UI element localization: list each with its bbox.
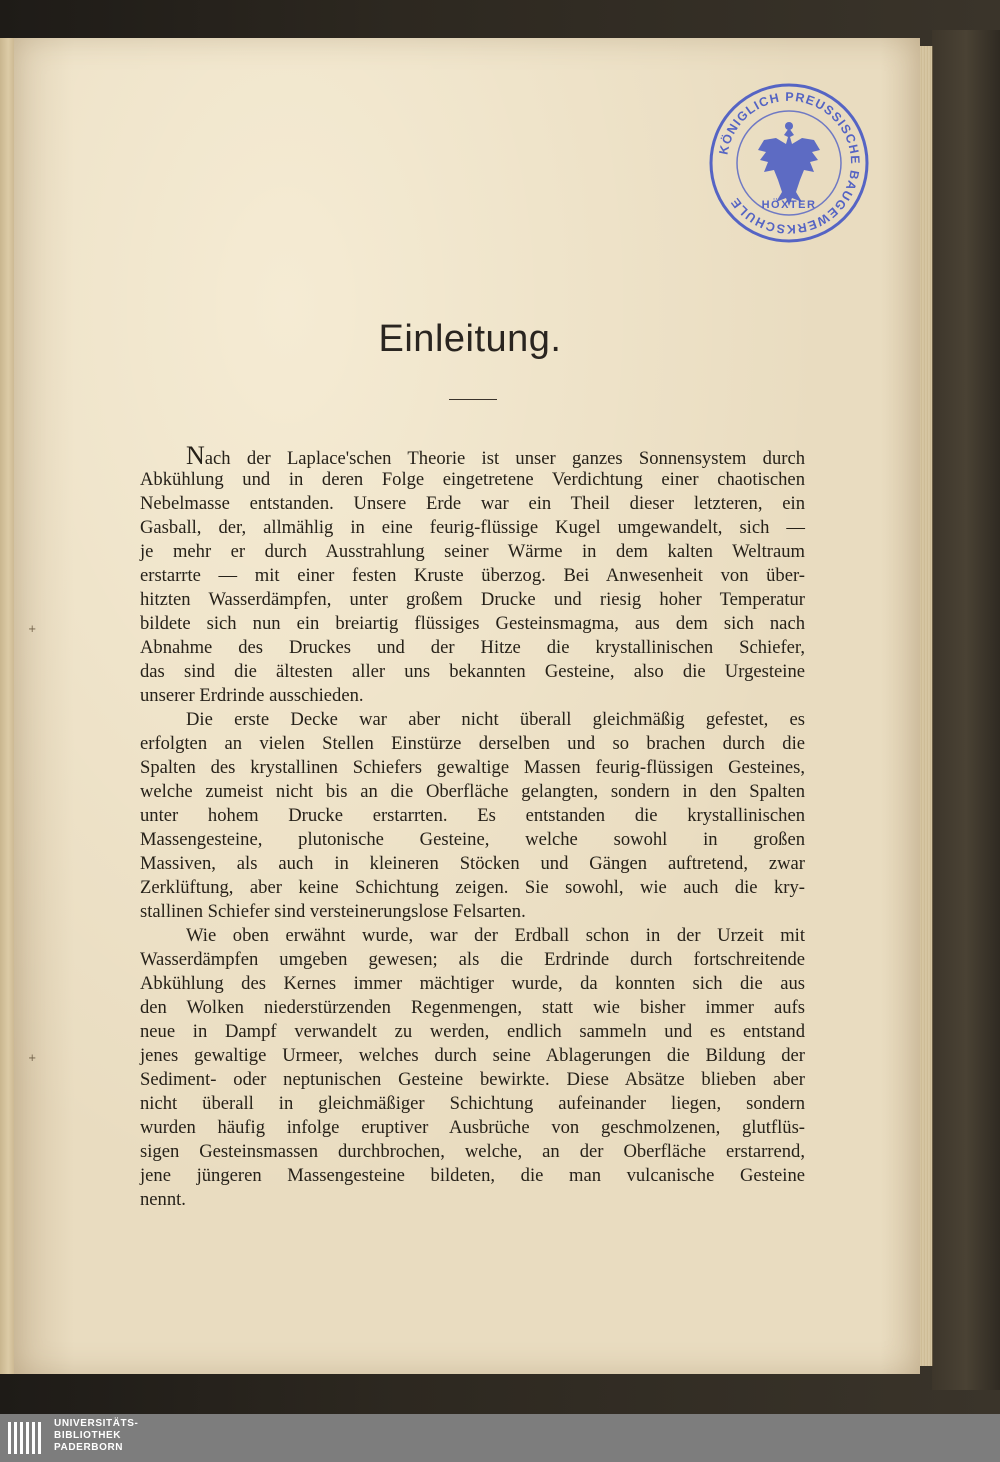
text-line: Zerklüftung, aber keine Schichtung zeigen. Sie sowohl, wie auch die kry-	[140, 877, 805, 898]
footer-library-name	[54, 1418, 138, 1454]
text-line: nicht überall in gleichmäßiger Schichtung aufeinander liegen, sondern	[140, 1093, 805, 1114]
text-line: Wasserdämpfen umgeben gewesen; als die Erdrinde durch fortschreitende	[140, 949, 805, 970]
text-line: unter hohem Drucke erstarrten. Es entstanden die krystallinischen	[140, 805, 805, 826]
text-line: je mehr er durch Ausstrahlung seiner Wärme in dem kalten Weltraum	[140, 541, 805, 562]
text-line: jene jüngeren Massengesteine bildeten, die man vulcanische Gesteine	[140, 1165, 805, 1186]
text-line: Spalten des krystallinen Schiefers gewaltige Massen feurig-flüssigen Gesteines,	[140, 757, 805, 778]
body-text	[140, 441, 805, 1212]
text-line: Massiven, als auch in kleineren Stöcken und Gängen auftretend, zwar	[140, 853, 805, 874]
page-stack-edge	[920, 46, 933, 1366]
text-line: wurden häufig infolge eruptiver Ausbrüche von geschmolzenen, glutflüs-	[140, 1117, 805, 1138]
text-line: Massengesteine, plutonische Gesteine, welche sowohl in großen	[140, 829, 805, 850]
text-line: erstarrte — mit einer festen Kruste überzog. Bei Anwesenheit von über-	[140, 565, 805, 586]
left-page-edge	[0, 38, 15, 1374]
text-line: Abnahme des Druckes und der Hitze die krystallinischen Schiefer,	[140, 637, 805, 658]
stamp-ring-text: KÖNIGLICH PREUSSISCHE BAUGEWERKSCHULE	[716, 89, 863, 237]
library-stamp	[706, 80, 872, 246]
heading-rule	[449, 399, 497, 400]
text-line: Abkühlung und in deren Folge eingetretene Verdichtung einer chaotischen	[140, 469, 805, 490]
page-heading: Einleitung.	[378, 318, 562, 360]
text-line: Abkühlung des Kernes immer mächtiger wurde, da konnten sich die aus	[140, 973, 805, 994]
text-line: bildete sich nun ein breiartig flüssiges Gesteinsmagma, aus dem sich nach	[140, 613, 805, 634]
text-line: jenes gewaltige Urmeer, welches durch seine Ablagerungen die Bildung der	[140, 1045, 805, 1066]
text-line: Gasball, der, allmählig in eine feurig-flüssige Kugel umgewandelt, sich —	[140, 517, 805, 538]
margin-mark: +	[28, 1053, 37, 1064]
text-line: unserer Erdrinde ausschieden.	[140, 685, 364, 706]
text-line: nennt.	[140, 1189, 186, 1210]
text-line: erfolgten an vielen Stellen Einstürze derselben und so brachen durch die	[140, 733, 805, 754]
text-line: den Wolken niederstürzenden Regenmengen, statt wie bisher immer aufs	[140, 997, 805, 1018]
text-line: das sind die ältesten aller uns bekannten Gesteine, also die Urgesteine	[140, 661, 805, 682]
margin-mark: +	[28, 624, 37, 635]
footer-line: PADERBORN	[54, 1442, 124, 1453]
footer-bar	[0, 1414, 1000, 1462]
footer-line: BIBLIOTHEK	[54, 1430, 122, 1441]
stamp-place: HÖXTER	[761, 199, 817, 211]
text-line: Nach der Laplace'schen Theorie ist unser ganzes Sonnensystem durch	[186, 441, 805, 470]
text-line: neue in Dampf verwandelt zu werden, endlich sammeln und es entstand	[140, 1021, 805, 1042]
text-line: Wie oben erwähnt wurde, war der Erdball schon in der Urzeit mit	[186, 925, 805, 946]
text-line: Die erste Decke war aber nicht überall gleichmäßig gefestet, es	[186, 709, 805, 730]
text-line: welche zumeist nicht bis an die Oberfläche gelangten, sondern in den Spalten	[140, 781, 805, 802]
library-logo-icon	[6, 1418, 46, 1458]
text-line: Sediment- oder neptunischen Gesteine bewirkte. Diese Absätze blieben aber	[140, 1069, 805, 1090]
text-line: hitzten Wasserdämpfen, unter großem Drucke und riesig hoher Temperatur	[140, 589, 805, 610]
text-line: stallinen Schiefer sind versteinerungslose Felsarten.	[140, 901, 526, 922]
footer-line: UNIVERSITÄTS-	[54, 1418, 139, 1429]
drop-cap: N	[186, 441, 205, 470]
text-line: Nebelmasse entstanden. Unsere Erde war ein Theil dieser letzteren, ein	[140, 493, 805, 514]
eagle-emblem-icon	[758, 122, 820, 206]
book-cover-edge	[932, 30, 1000, 1390]
text-line: sigen Gesteinsmassen durchbrochen, welche, an der Oberfläche erstarrend,	[140, 1141, 805, 1162]
